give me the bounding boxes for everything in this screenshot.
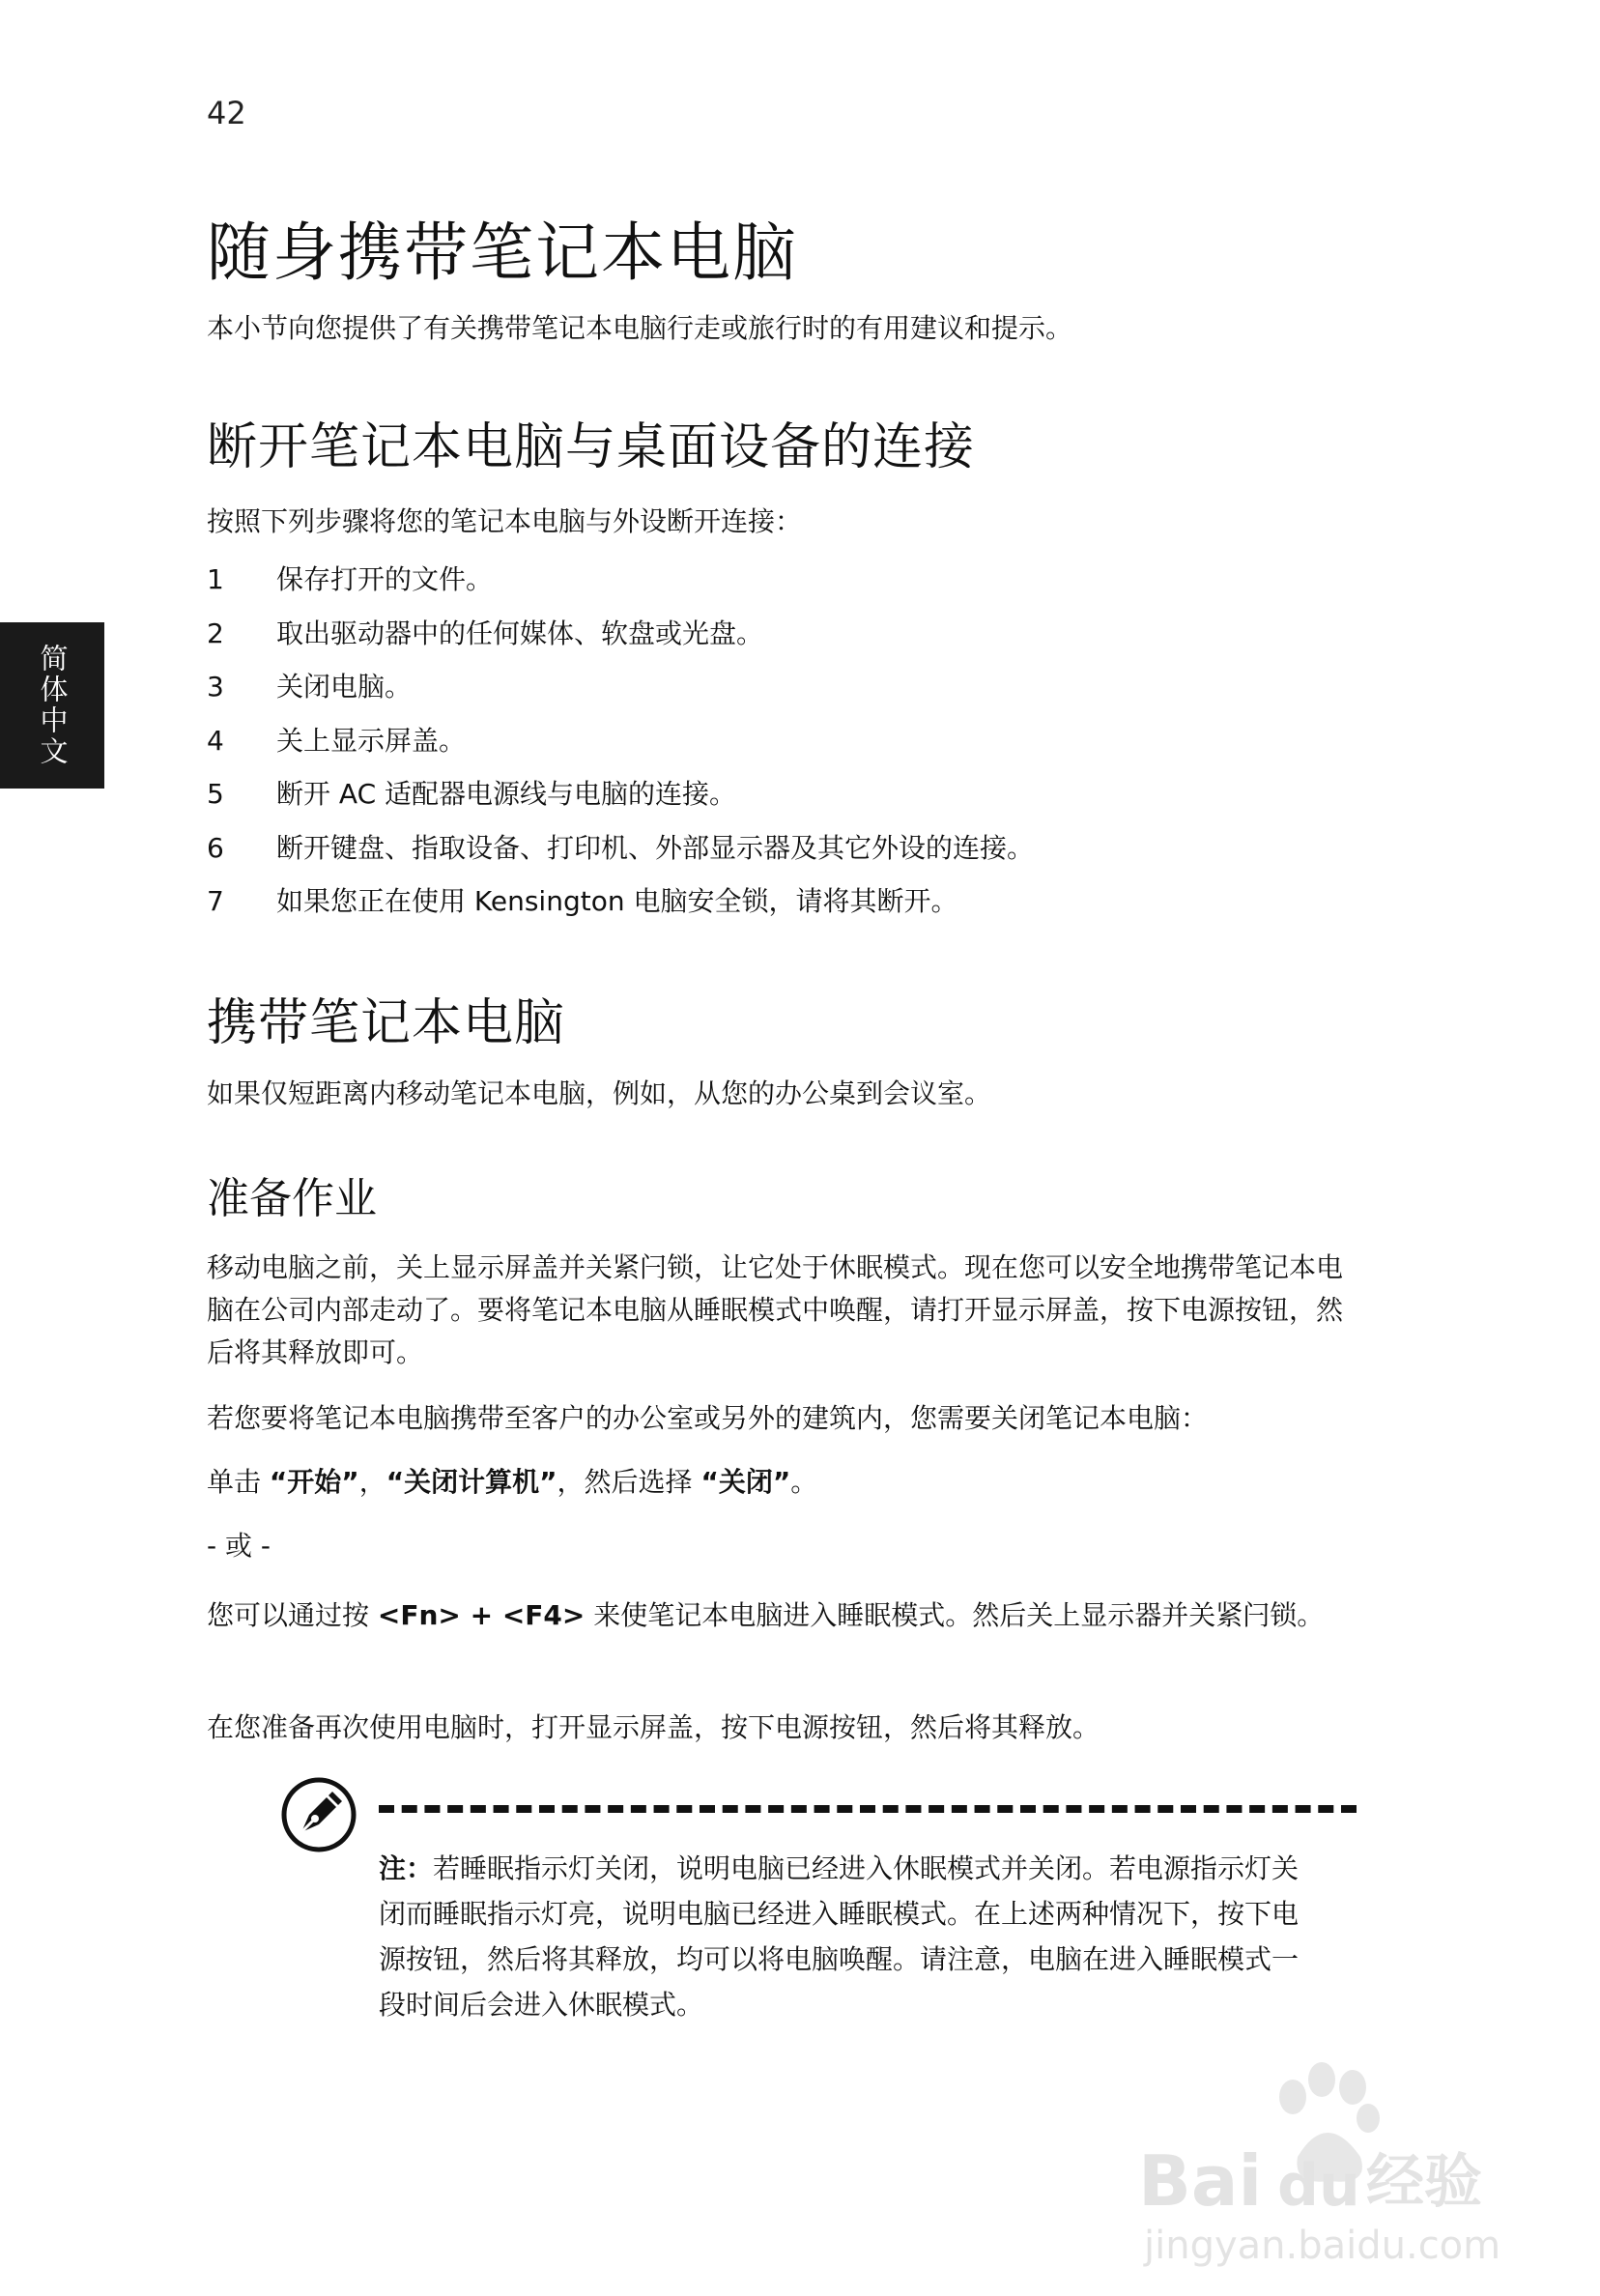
prepare-paragraph: 移动电脑之前，关上显示屏盖并关紧闩锁，让它处于休眠模式。现在您可以安全地携带笔记本电脑在公司内部走动了。要将笔记本电脑从睡眠模式中唤醒，请打开显示屏盖，按下电源按钮，然后将其释放即可。 [207, 1251, 1344, 1368]
step-number: 7 [207, 885, 224, 917]
ready-paragraph: 在您准备再次使用电脑时，打开显示屏盖，按下电源按钮，然后将其释放。 [207, 1711, 1100, 1743]
note-content: 若睡眠指示灯关闭，说明电脑已经进入休眠模式并关闭。若电源指示灯关闭而睡眠指示灯亮，说明电脑已经进入睡眠模式。在上述两种情况下，按下电源按钮，然后将其释放，均可以将电脑唤醒。请注意，电脑在进入睡眠模式一段时间后会进入休眠模式。 [379, 1852, 1300, 2021]
section-heading-carry: 携带笔记本电脑 [207, 994, 566, 1052]
step-text: 断开键盘、指取设备、打印机、外部显示器及其它外设的连接。 [276, 831, 1035, 864]
step-number: 4 [207, 724, 224, 757]
step-text: 关闭电脑。 [276, 671, 413, 703]
step-text: 如果您正在使用 Kensington 电脑安全锁，请将其断开。 [276, 885, 958, 917]
watermark-brand-main: Bai [1138, 2140, 1263, 2222]
section-heading-disconnect: 断开笔记本电脑与桌面设备的连接 [207, 418, 976, 476]
click-prefix: 单击 [207, 1466, 270, 1498]
watermark-brand-cn: 经验 [1366, 2148, 1482, 2216]
sleep-paragraph [207, 1594, 1347, 1637]
disconnect-steps-list [207, 553, 1366, 929]
section-heading-prepare: 准备作业 [207, 1174, 377, 1223]
start-menu-label: “开始” [269, 1466, 359, 1498]
click-separator: ， [358, 1466, 386, 1498]
step-number: 6 [207, 831, 224, 864]
sleep-shortcut: <Fn> + <F4> [377, 1599, 586, 1631]
step-text: 断开 AC 适配器电源线与电脑的连接。 [276, 778, 737, 810]
close-label: “关闭” [700, 1466, 791, 1498]
click-instruction [207, 1461, 1366, 1504]
watermark-brand-du: du [1277, 2152, 1360, 2220]
list-item [207, 607, 1366, 661]
language-tab-label: 简体中文 [36, 644, 70, 767]
note-divider [379, 1805, 1357, 1813]
sleep-suffix: 来使笔记本电脑进入睡眠模式。然后关上显示器并关紧闩锁。 [585, 1599, 1325, 1631]
sleep-prefix: 您可以通过按 [207, 1599, 378, 1631]
step-number: 1 [207, 563, 224, 595]
page-title: 随身携带笔记本电脑 [207, 215, 798, 290]
step-number: 3 [207, 671, 224, 703]
note-label: 注： [379, 1852, 434, 1884]
note-pen-icon [280, 1776, 357, 1853]
list-item [207, 714, 1366, 768]
carry-lead: 如果仅短距离内移动笔记本电脑，例如，从您的办公桌到会议室。 [207, 1077, 992, 1109]
step-text: 关上显示屏盖。 [276, 724, 467, 757]
click-middle: ，然后选择 [557, 1466, 701, 1498]
step-number: 5 [207, 778, 224, 810]
baidu-jingyan-watermark [1138, 2041, 1505, 2273]
language-side-tab [0, 622, 104, 789]
note-text [379, 1846, 1306, 2027]
step-text: 保存打开的文件。 [276, 563, 494, 595]
click-end: 。 [790, 1466, 818, 1498]
list-item [207, 875, 1366, 929]
offsite-paragraph: 若您要将笔记本电脑携带至客户的办公室或另外的建筑内，您需要关闭笔记本电脑： [207, 1402, 1209, 1434]
page-number: 42 [207, 95, 246, 131]
disconnect-lead: 按照下列步骤将您的笔记本电脑与外设断开连接： [207, 505, 803, 537]
list-item [207, 767, 1366, 821]
step-text: 取出驱动器中的任何媒体、软盘或光盘。 [276, 617, 764, 649]
shutdown-label: “关闭计算机” [386, 1466, 557, 1498]
watermark-url: jingyan.baidu.com [1144, 2224, 1501, 2268]
intro-paragraph: 本小节向您提供了有关携带笔记本电脑行走或旅行时的有用建议和提示。 [207, 312, 1073, 344]
list-item [207, 821, 1366, 875]
list-item [207, 660, 1366, 714]
or-separator: - 或 - [207, 1530, 271, 1562]
list-item [207, 553, 1366, 607]
step-number: 2 [207, 617, 224, 649]
